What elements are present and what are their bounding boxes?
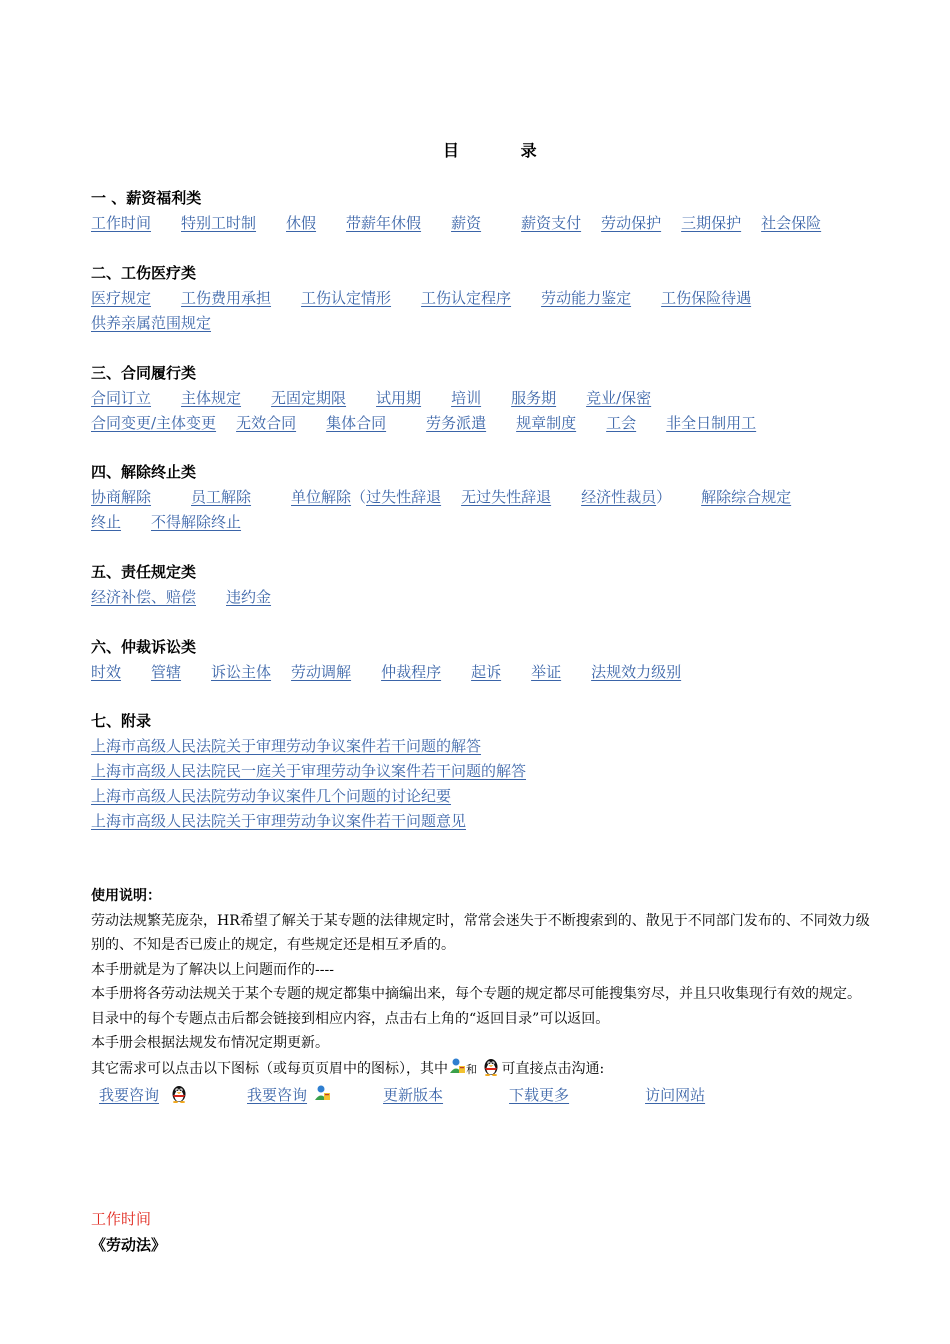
toc-link-union[interactable]: 工会	[606, 414, 637, 432]
toc-link-mutual-termination[interactable]: 协商解除	[91, 488, 152, 506]
appendix-link-4[interactable]: 上海市高级人民法院关于审理劳动争议案件若干问题意见	[91, 812, 467, 830]
toc-link-work-ability-appraisal[interactable]: 劳动能力鉴定	[541, 289, 632, 307]
toc-link-economic-layoff[interactable]: 经济性裁员	[581, 488, 657, 506]
toc-link-employee-termination[interactable]: 员工解除	[191, 488, 252, 506]
link-row	[91, 485, 871, 510]
toc-link-work-hours[interactable]: 工作时间	[91, 214, 152, 232]
usage-icons-text-before: 其它需求可以点击以下图标（或每页页眉中的图标），其中	[91, 1060, 448, 1077]
user-chat-icon[interactable]	[313, 1084, 331, 1102]
toc-link-training[interactable]: 培训	[451, 389, 482, 407]
toc-link-legal-hierarchy[interactable]: 法规效力级别	[591, 663, 682, 681]
section-heading: 四、解除终止类	[91, 463, 197, 481]
toc-link-three-period-protection[interactable]: 三期保护	[681, 214, 742, 232]
section-heading: 七、附录	[91, 712, 152, 730]
section-salary-welfare	[91, 186, 871, 236]
toc-link-social-insurance[interactable]: 社会保险	[761, 214, 822, 232]
section-injury-medical	[91, 261, 871, 336]
usage-paragraph: 本手册将各劳动法规关于某个专题的规定都集中摘编出来，每个专题的规定都尽可能搜集穷尽，并且只收集现行有效的规定。	[91, 986, 861, 1002]
usage-paragraph: 本手册就是为了解决以上问题而作的----	[91, 961, 334, 978]
toc-link-mediation[interactable]: 劳动调解	[291, 663, 352, 681]
toc-link-labor-dispatch[interactable]: 劳务派遣	[426, 414, 487, 432]
content-heading-work-hours: 工作时间	[91, 1210, 152, 1228]
toc-link-probation[interactable]: 试用期	[376, 389, 422, 407]
link-row	[91, 311, 871, 336]
toc-link-part-time[interactable]: 非全日制用工	[666, 414, 757, 432]
toc-link-employer-termination[interactable]: 单位解除	[291, 488, 352, 506]
link-row	[91, 286, 871, 311]
toc-link-limitation[interactable]: 时效	[91, 663, 122, 681]
toc-link-labor-protection[interactable]: 劳动保护	[601, 214, 662, 232]
section-termination	[91, 460, 871, 535]
usage-paragraph: 本手册会根据法规发布情况定期更新。	[91, 1035, 329, 1051]
link-row	[91, 386, 871, 411]
toc-link-service-period[interactable]: 服务期	[511, 389, 557, 407]
toc-link-open-ended-term[interactable]: 无固定期限	[271, 389, 347, 407]
appendix-link-2[interactable]: 上海市高级人民法院民一庭关于审理劳动争议案件若干问题的解答	[91, 762, 527, 780]
paren-close: ）	[656, 488, 672, 506]
toc-link-special-hours[interactable]: 特别工时制	[181, 214, 257, 232]
link-row	[91, 784, 871, 809]
consult-qq-link[interactable]: 我要咨询	[99, 1086, 160, 1104]
consult-user-link[interactable]: 我要咨询	[247, 1086, 308, 1104]
toc-link-non-compete[interactable]: 竞业/保密	[586, 389, 652, 407]
appendix-link-3[interactable]: 上海市高级人民法院劳动争议案件几个问题的讨论纪要	[91, 787, 452, 805]
user-chat-icon[interactable]	[448, 1057, 466, 1075]
toc-link-arbitration-procedure[interactable]: 仲裁程序	[381, 663, 442, 681]
paren-open: （	[351, 488, 367, 506]
section-contract	[91, 361, 871, 436]
toc-link-collective-contract[interactable]: 集体合同	[326, 414, 387, 432]
toc-link-injury-cost[interactable]: 工伤费用承担	[181, 289, 272, 307]
toc-link-salary[interactable]: 薪资	[451, 214, 482, 232]
link-row	[91, 660, 871, 685]
toc-link-fault-dismissal[interactable]: 过失性辞退	[366, 488, 442, 506]
toc-link-dependents-scope[interactable]: 供养亲属范围规定	[91, 314, 212, 332]
link-row	[91, 585, 871, 610]
section-heading: 一 、薪资福利类	[91, 189, 202, 207]
link-row	[91, 211, 871, 236]
link-row	[91, 734, 871, 759]
toc-link-invalid-contract[interactable]: 无效合同	[236, 414, 297, 432]
usage-icons-text-after: 可直接点击沟通:	[501, 1060, 605, 1077]
toc-link-lawsuit[interactable]: 起诉	[471, 663, 502, 681]
usage-title: 使用说明：	[91, 888, 161, 904]
toc-link-litigation-subject[interactable]: 诉讼主体	[211, 663, 272, 681]
toc-link-no-fault-dismissal[interactable]: 无过失性辞退	[461, 488, 552, 506]
link-row	[91, 510, 871, 535]
section-heading: 六、仲裁诉讼类	[91, 638, 197, 656]
toc-link-injury-identify-cases[interactable]: 工伤认定情形	[301, 289, 392, 307]
usage-paragraph: 目录中的每个专题点击后都会链接到相应内容，点击右上角的“返回目录”可以返回。	[91, 1010, 610, 1027]
toc-link-subject-rules[interactable]: 主体规定	[181, 389, 242, 407]
section-arbitration	[91, 635, 871, 685]
toc-link-penalty[interactable]: 违约金	[226, 588, 272, 606]
toc-link-expiry[interactable]: 终止	[91, 513, 122, 531]
toc-link-evidence[interactable]: 举证	[531, 663, 562, 681]
toc-link-termination-general[interactable]: 解除综合规定	[701, 488, 792, 506]
toc-link-compensation[interactable]: 经济补偿、赔偿	[91, 588, 197, 606]
update-version-link[interactable]: 更新版本	[383, 1086, 444, 1104]
toc-link-salary-payment[interactable]: 薪资支付	[521, 214, 582, 232]
link-row	[91, 759, 871, 784]
usage-paragraph-icons	[91, 1056, 871, 1083]
section-heading: 三、合同履行类	[91, 364, 197, 382]
toc-link-contract-signing[interactable]: 合同订立	[91, 389, 152, 407]
section-liability	[91, 560, 871, 610]
toc-link-paid-annual-leave[interactable]: 带薪年休假	[346, 214, 422, 232]
contact-links-row	[91, 1082, 871, 1108]
toc-title: 目 录	[443, 141, 565, 160]
section-appendix	[91, 709, 871, 834]
link-row	[91, 411, 871, 436]
law-title: 《劳动法》	[91, 1236, 167, 1254]
usage-instructions	[91, 884, 871, 1108]
toc-link-injury-identify-procedure[interactable]: 工伤认定程序	[421, 289, 512, 307]
toc-link-leave[interactable]: 休假	[286, 214, 317, 232]
section-heading: 二、工伤医疗类	[91, 264, 197, 282]
toc-link-rules-regulations[interactable]: 规章制度	[516, 414, 577, 432]
usage-paragraph: 劳动法规繁芜庞杂，HR希望了解关于某专题的法律规定时，常常会迷失于不断搜索到的、散见于不同部门发布的、不同效力级别的、不知是否已废止的规定，有些规定还是相互矛盾的。	[91, 912, 870, 953]
qq-penguin-icon[interactable]	[169, 1083, 189, 1103]
toc-link-jurisdiction[interactable]: 管辖	[151, 663, 182, 681]
download-more-link[interactable]: 下载更多	[509, 1086, 570, 1104]
toc-link-medical-rules[interactable]: 医疗规定	[91, 289, 152, 307]
usage-icons-and: 和	[466, 1062, 477, 1076]
link-row	[91, 809, 871, 834]
section-heading: 五、责任规定类	[91, 563, 197, 581]
toc-link-contract-change[interactable]: 合同变更/主体变更	[91, 414, 217, 432]
toc-link-injury-insurance-benefits[interactable]: 工伤保险待遇	[661, 289, 752, 307]
toc-link-no-termination[interactable]: 不得解除终止	[151, 513, 242, 531]
visit-website-link[interactable]: 访问网站	[645, 1086, 706, 1104]
appendix-link-1[interactable]: 上海市高级人民法院关于审理劳动争议案件若干问题的解答	[91, 737, 482, 755]
qq-penguin-icon[interactable]	[481, 1056, 501, 1076]
